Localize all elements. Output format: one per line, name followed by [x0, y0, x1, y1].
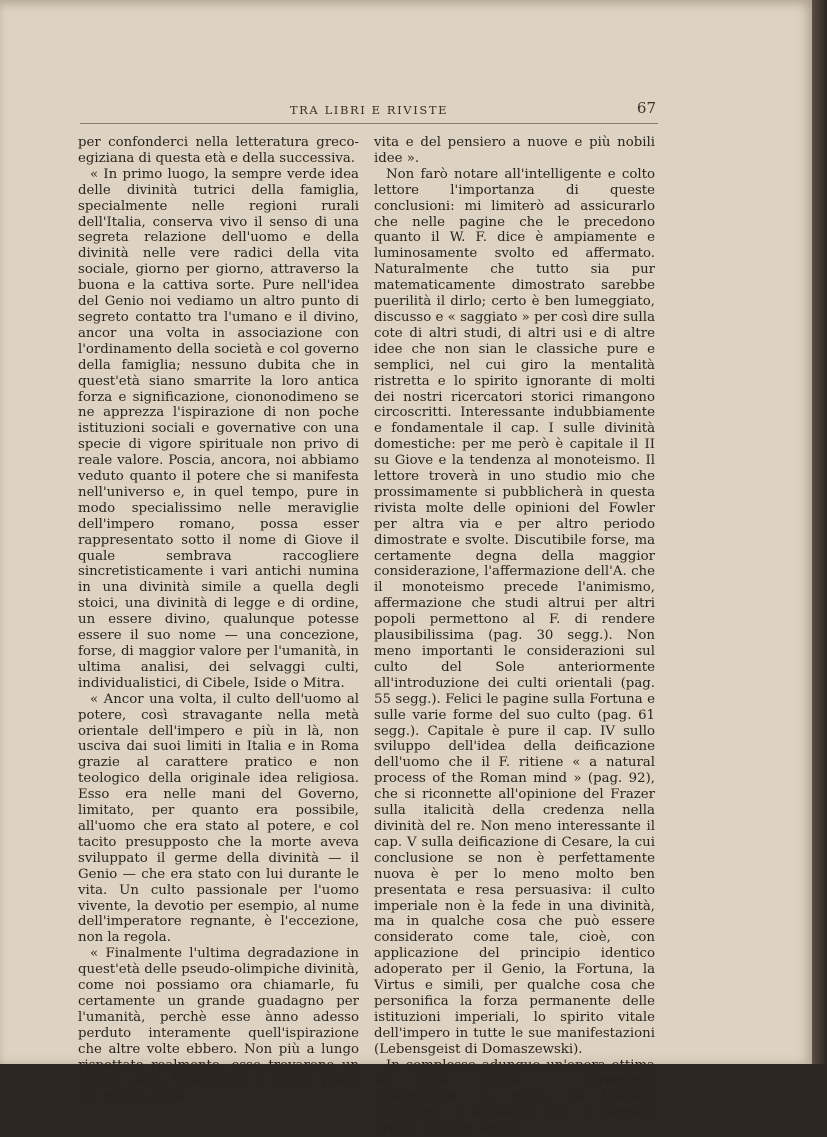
- paragraph: « Ancor una volta, il culto dell'uomo al potere, così stravagante nella metà orientale dell'impero e più in là, non usciva dai suoi limiti in Italia e in Roma grazie al carattere pratico e non teologico della originale idea religiosa. Esso era nelle mani del Governo, limitato, per quanto era possibile, all'uomo che era stato al potere, e col tacito presupposto che la morte aveva sviluppato il germe della divinità — il Genio — che era stato con lui durante le vita. Un culto passionale per l'uomo vivente, la devotio per esempio, al nume dell'imperatore regnante, è l'eccezione, non la regola.: [78, 691, 359, 946]
- paragraph: Non farò notare all'intelligente e colto lettore l'importanza di queste conclusioni: mi limiterò ad assicurarlo che nelle pagine che le precedono quanto il W. F. dice è ampiamente e luminosamente svolto ed affermato. Naturalmente che tutto sia pur matematicamente dimostrato sarebbe puerilità il dirlo; certo è ben lumeggiato, discusso e « saggiato » per così dire sulla cote di altri studi, di altri usi e di altre idee che non sian le classiche pure e semplici, nel cui giro la mentalità ristretta e lo spirito ignorante di molti dei nostri ricercatori storici rimangono circoscritti. Interessante indubbiamente e fondamentale il cap. I sulle divinità domestiche: per me però è capitale il II su Giove e la tendenza al monoteismo. Il lettore troverà in uno studio mio che prossimamente si pubblicherà in questa rivista molte delle opinioni del Fowler per altra via e per altro periodo dimostrate e svolte. Discutibile forse, ma certamente degna della maggior considerazione, l'affermazione dell'A. che il monoteismo precede l'animismo, affermazione che studi altrui per altri popoli permettono al F. di rendere plausibilissima (pag. 30 segg.). Non meno importanti le considerazioni sul culto del Sole anteriormente all'introduzione dei culti orientali (pag. 55 segg.). Felici le pagine sulla Fortuna e sulle varie forme del suo culto (pag. 61 segg.). Capitale è pure il cap. IV sullo sviluppo dell'idea della deificazione dell'uomo che il F. ritiene « a natural process of the Roman mind » (pag. 92), che si riconnette all'opinione del Frazer sulla italicità della credenza nella divinità del re. Non meno interessante il cap. V sulla deificazione di Cesare, la cui conclusione se non è perfettamente nuova è per lo meno molto ben presentata e resa persuasiva: il culto imperiale non è la fede in una divinità, ma in qualche cosa che può essere considerato come tale, cioè, con applicazione del principio identico adoperato per il Genio, la Fortuna, la Virtus e simili, per qualche cosa che personifica la forza permanente delle istituzioni imperiali, lo spirito vitale dell'impero in tutte le sue manifestazioni (Lebensgeist di Domaszewski).: [374, 166, 655, 1057]
- book-edge: [812, 0, 827, 1064]
- paragraph: vita e del pensiero a nuove e più nobili idee ».: [374, 135, 655, 166]
- paragraph: « In primo luogo, la sempre verde idea delle divinità tutrici della famiglia, specialmente nelle regioni rurali dell'Italia, conserva vivo il senso di una segreta relazione dell'uomo e della divinità nelle vere radici della vita sociale, giorno per giorno, attraverso la buona e la cattiva sorte. Pure nell'idea del Genio noi vediamo un altro punto di segreto contatto tra l'umano e il divino, ancor una volta in associazione con l'ordinamento della società e col governo della famiglia; nessuno dubita che in quest'età siano smarrite la loro antica forza e significazione, ciononodimeno se ne apprezza l'ispirazione di non poche istituzioni sociali e governative con una specie di vigore spirituale non privo di reale valore. Poscia, ancora, noi abbiamo veduto quanto il potere che si manifesta nell'universo e, in quel tempo, pure in modo specialissimo nelle meraviglie dell'impero romano, possa esser rappresentato sotto il nome di Giove il quale sembrava raccogliere sincretisticamente i vari antichi numina in una divinità simile a quella degli stoici, una divinità di legge e di ordine, un essere divino, qualunque potesse essere il suo nome — una concezione, forse, di maggior valore per l'umanità, in ultima analisi, dei selvaggi culti, individualistici, di Cibele, Iside o Mitra.: [78, 166, 359, 691]
- page-header: [80, 99, 658, 124]
- paragraph: « Finalmente l'ultima degradazione in quest'età delle pseudo-olimpiche divinità, come noi possiamo ora chiamarle, fu certamente un grande guadagno per l'umanità, perchè esse ànno adesso perduto interamente quell'ispirazione che altre volte ebbero. Non più a lungo rispettate realmente, esse trovarono un rifugio nella letteratura e fecero posto nel mondo della: [78, 946, 359, 1105]
- right-column: [374, 135, 655, 1137]
- running-head: TRA LIBRI E RIVISTE: [289, 103, 449, 117]
- page-number: 67: [636, 99, 656, 117]
- left-column: [78, 135, 359, 1105]
- paragraph: In complesso adunque un'opera ottima ed utile, chiara e veramente ricostruttiva, in modo da lasciare nell'animo il desiderio vivo di leggere presto un'altra simile.: [374, 1057, 655, 1137]
- paragraph: per confonderci nella letteratura greco-egiziana di questa età e della successiva.: [78, 135, 359, 166]
